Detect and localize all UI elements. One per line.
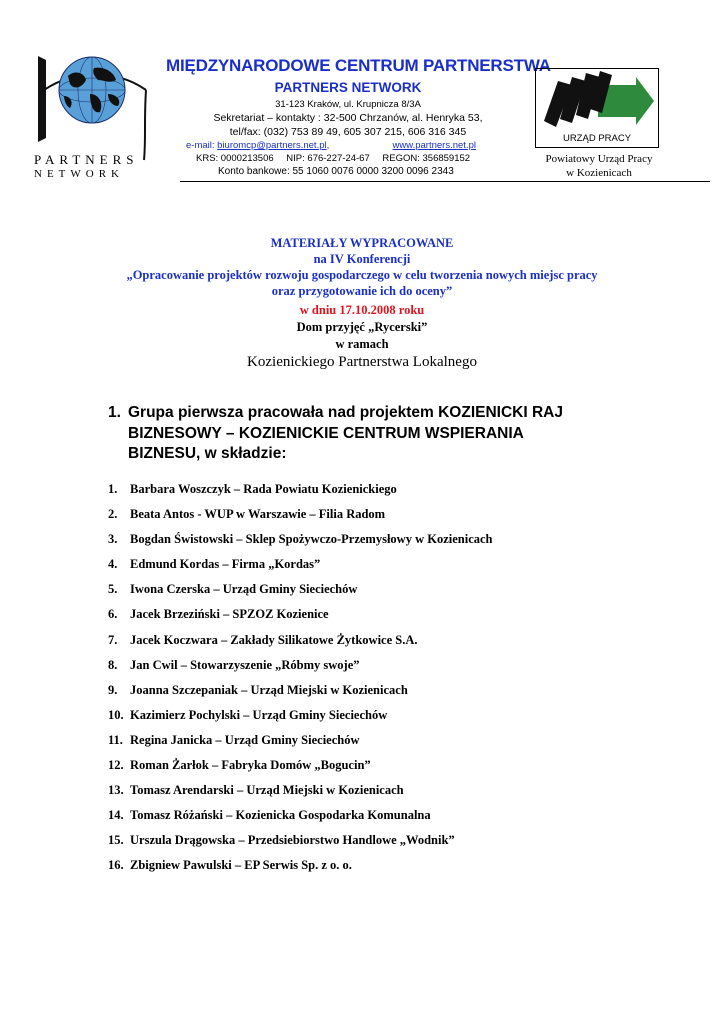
conference-date: w dniu 17.10.2008 roku [299, 303, 425, 317]
title-line-2: na IV Konferencji [313, 252, 411, 266]
title-line-3: „Opracowanie projektów rozwoju gospodarczego w celu tworzenia nowych miejsc pracy [126, 268, 598, 282]
partnership-name: Kozienickiego Partnerstwa Lokalnego [247, 354, 477, 370]
header-divider [180, 181, 710, 182]
partners-network-logo [34, 50, 154, 184]
section-line-1: Grupa pierwsza pracowała nad projektem KOZIENICKI RAJ [128, 404, 563, 421]
registry-line [196, 153, 470, 164]
org-name: MIĘDZYNARODOWE CENTRUM PARTNERSTWA [166, 56, 551, 75]
email-label: e-mail: [186, 140, 215, 151]
section-heading [108, 403, 628, 465]
arrow-logo-icon [536, 71, 658, 133]
contact-line: e-mail: biuromcp@partners.net.pl, www.partners.net.pl [186, 140, 476, 151]
org-subname: PARTNERS NETWORK [274, 80, 422, 95]
section-number: 1. [108, 404, 121, 421]
title-line-1: MATERIAŁY WYPRACOWANE [270, 236, 454, 250]
partner-caption-line2: w Kozienicach [566, 167, 632, 179]
website-link[interactable]: www.partners.net.pl [392, 140, 476, 151]
section-line-2: BIZNESOWY – KOZIENICKIE CENTRUM WSPIERANIA [128, 424, 524, 442]
title-line-4: oraz przygotowanie ich do oceny” [271, 284, 453, 298]
bank-account: Konto bankowe: 55 1060 0076 0000 3200 0096 2343 [218, 166, 454, 177]
partner-caption-line1: Powiatowy Urząd Pracy [545, 153, 653, 165]
logo-text-network: NETWORK [34, 168, 124, 180]
venue: Dom przyjęć „Rycerski” [296, 320, 428, 334]
org-address: 31-123 Kraków, ul. Krupnicza 8/3A [275, 99, 421, 110]
email-link[interactable]: biuromcp@partners.net.pl [217, 140, 327, 151]
krs-number: KRS: 0000213506 [196, 153, 274, 164]
regon-number: REGON: 356859152 [382, 153, 471, 164]
org-secretariat: Sekretariat – kontakty : 32-500 Chrzanów, al. Henryka 53, [213, 112, 483, 124]
nip-number: NIP: 676-227-24-67 [286, 153, 370, 164]
urzad-pracy-label: URZĄD PRACY [562, 133, 632, 144]
logo-text-partners: PARTNERS [34, 152, 139, 167]
urzad-pracy-logo [535, 68, 659, 148]
partner-caption [531, 152, 667, 180]
title-line-7: w ramach [335, 337, 389, 351]
section-line-3: BIZNESU, w składzie: [128, 445, 287, 462]
org-phone: tel/fax: (032) 753 89 49, 605 307 215, 606 316 345 [229, 126, 467, 138]
